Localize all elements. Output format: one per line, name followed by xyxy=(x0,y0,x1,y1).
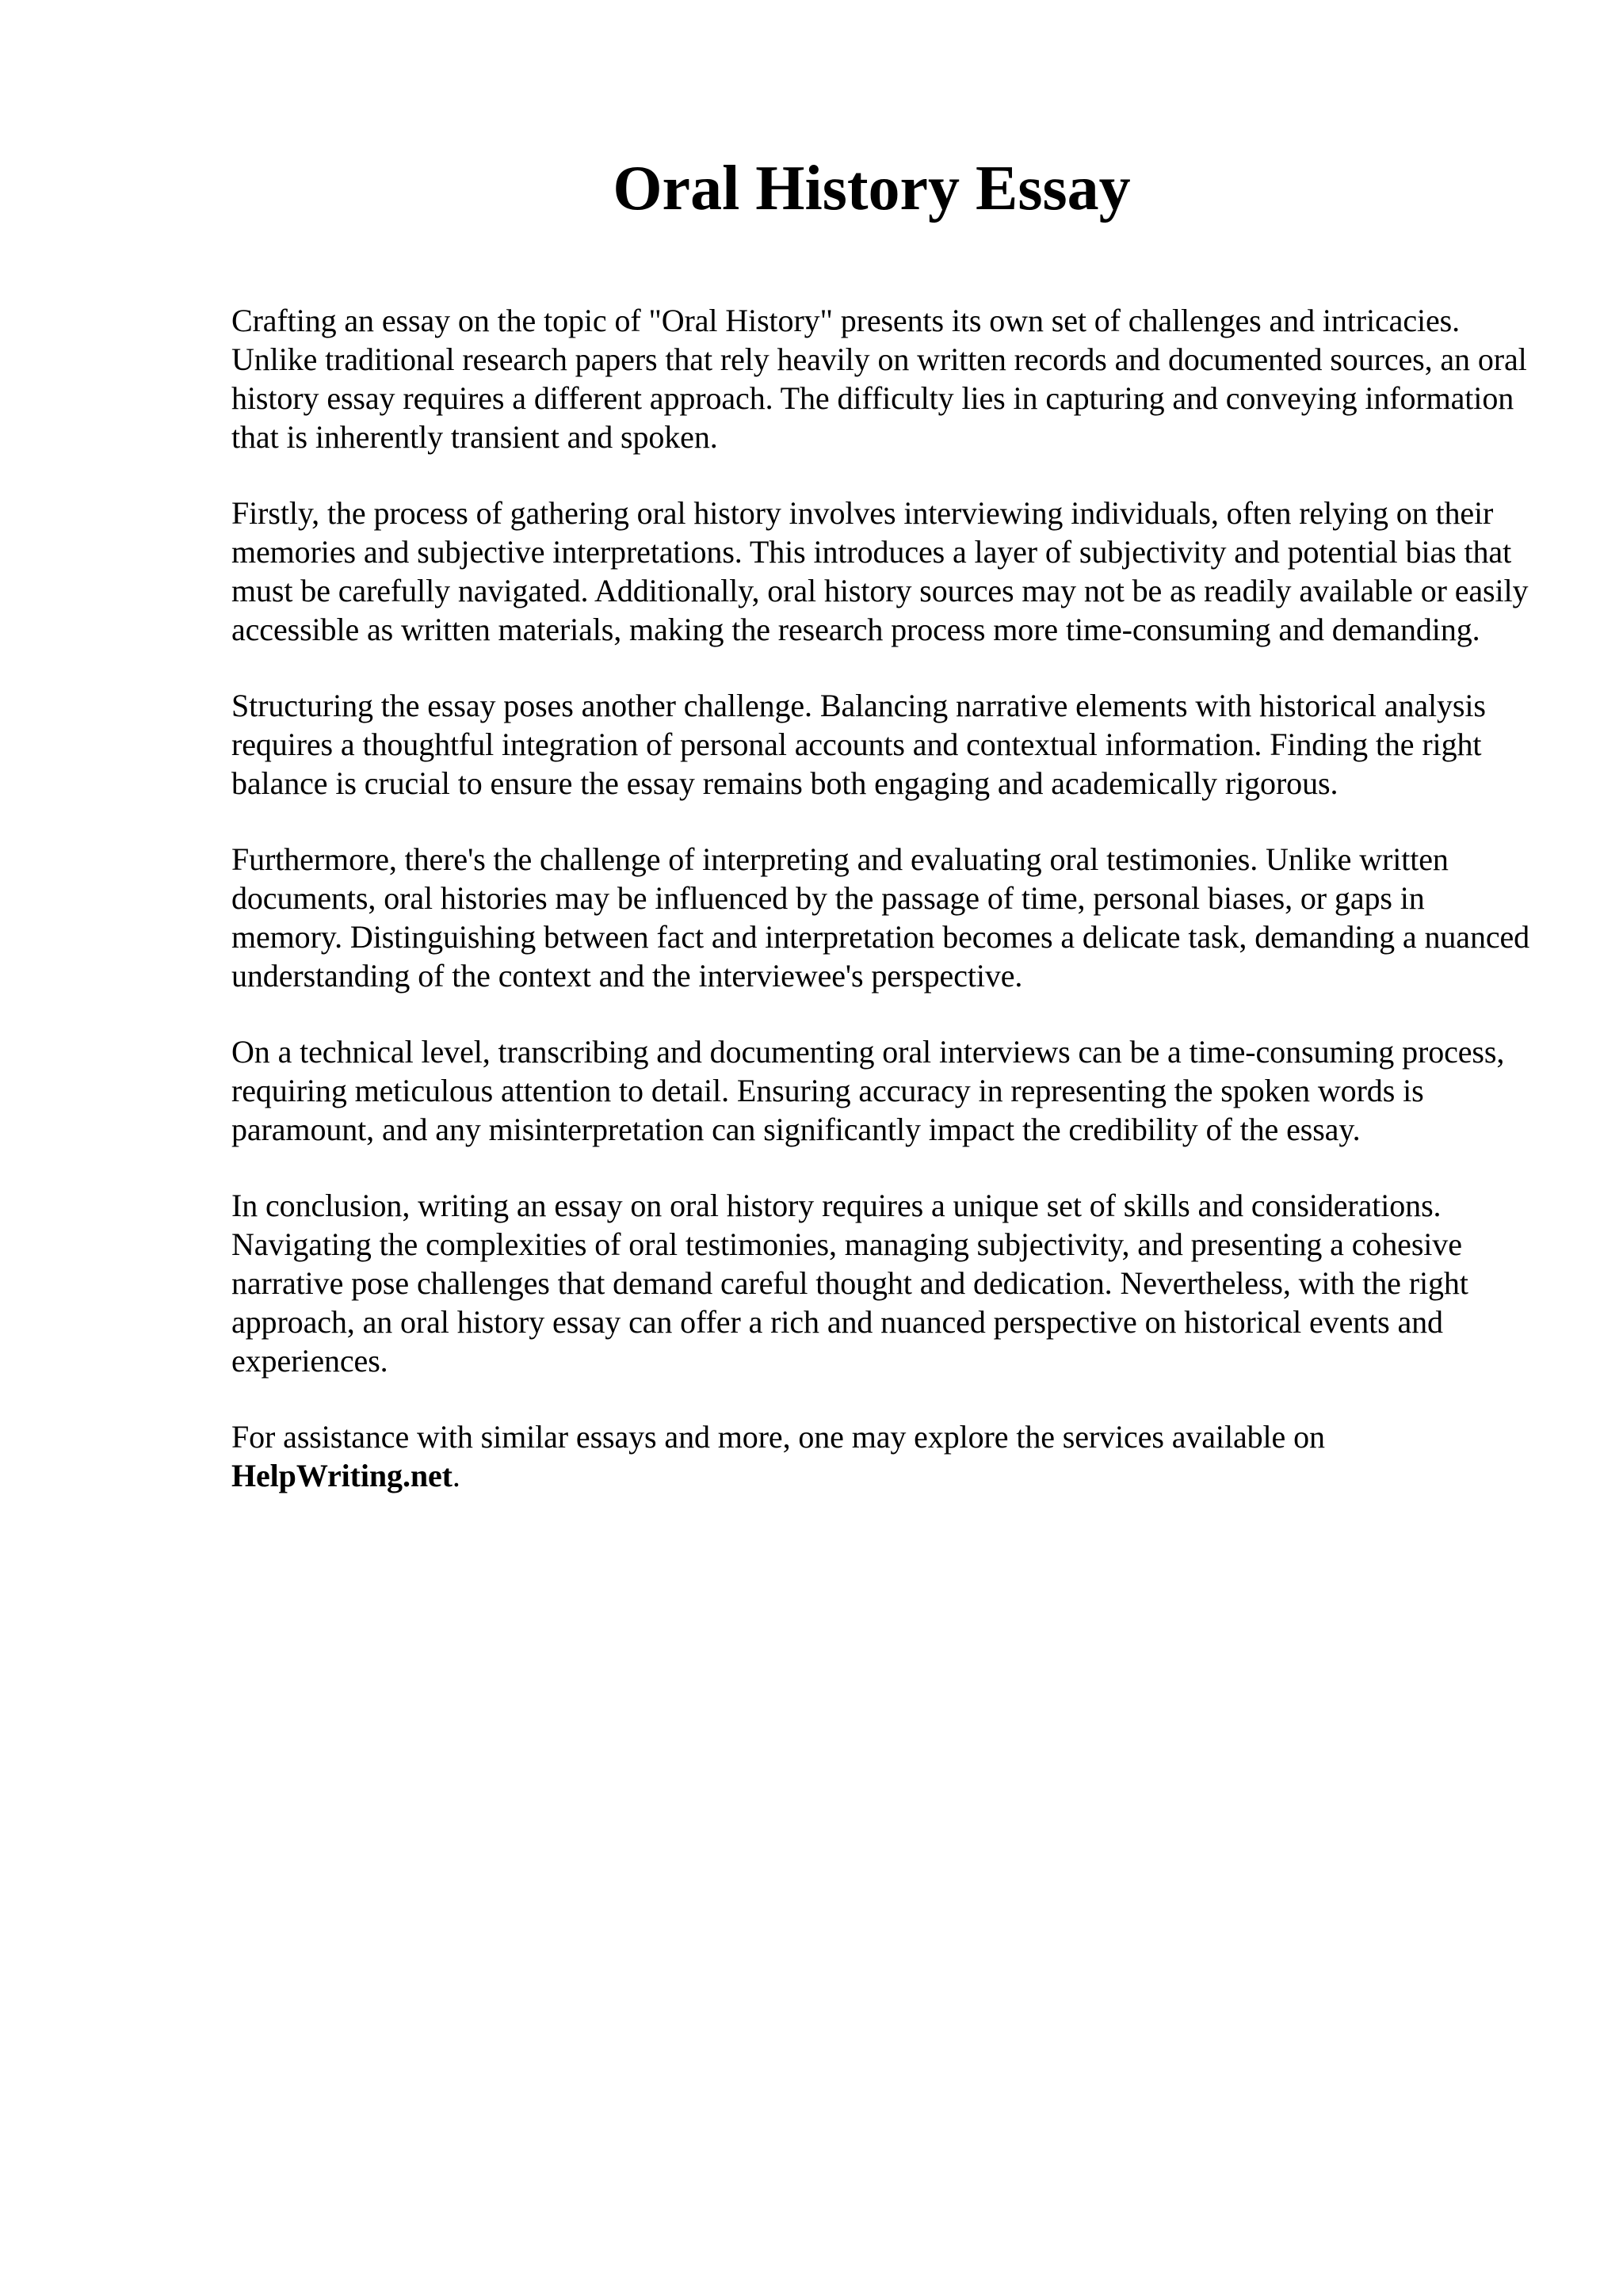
closing-text: For assistance with similar essays and more, one may explore the services available on xyxy=(231,1419,1325,1455)
paragraph-4: Furthermore, there's the challenge of interpreting and evaluating oral testimonies. Unlike written documents, oral histories may be influenced by the passage of time, personal biases, or gaps in memory. Distinguishing between fact and interpretation becomes a delicate task, demanding a nuanced understanding of the context and the interviewee's perspective. xyxy=(231,841,1530,994)
page-title: Oral History Essay xyxy=(613,154,1131,223)
paragraph-5: On a technical level, transcribing and documenting oral interviews can be a time-consuming process, requiring meticulous attention to detail. Ensuring accuracy in representing the spoken words is paramount, and any misinterpretation can significantly impact the credibility of the essay. xyxy=(231,1034,1505,1147)
closing-suffix: . xyxy=(452,1458,460,1493)
paragraph-6: In conclusion, writing an essay on oral history requires a unique set of skills and considerations. Navigating the complexities of oral testimonies, managing subjectivity, and presenting a cohesive narrative pose challenges that demand careful thought and dedication. Nevertheless, with the right approach, an oral history essay can offer a rich and nuanced perspective on historical events and experiences. xyxy=(231,1188,1468,1379)
paragraph-1: Crafting an essay on the topic of "Oral History" presents its own set of challenges and intricacies. Unlike traditional research papers that rely heavily on written records and documented sources, an oral history essay requires a different approach. The difficulty lies in capturing and conveying information that is inherently transient and spoken. xyxy=(231,303,1527,455)
paragraph-3: Structuring the essay poses another challenge. Balancing narrative elements with historical analysis requires a thoughtful integration of personal accounts and contextual information. Finding the right balance is crucial to ensure the essay remains both engaging and academically rigorous. xyxy=(231,688,1486,801)
helpwriting-link[interactable]: HelpWriting.net xyxy=(231,1458,453,1493)
closing-paragraph xyxy=(231,1417,1531,1495)
essay-body xyxy=(231,301,1531,1532)
paragraph-2: Firstly, the process of gathering oral history involves interviewing individuals, often relying on their memories and subjective interpretations. This introduces a layer of subjectivity and potential bias that must be carefully navigated. Additionally, oral history sources may not be as readily available or easily accessible as written materials, making the research process more time-consuming and demanding. xyxy=(231,495,1529,647)
